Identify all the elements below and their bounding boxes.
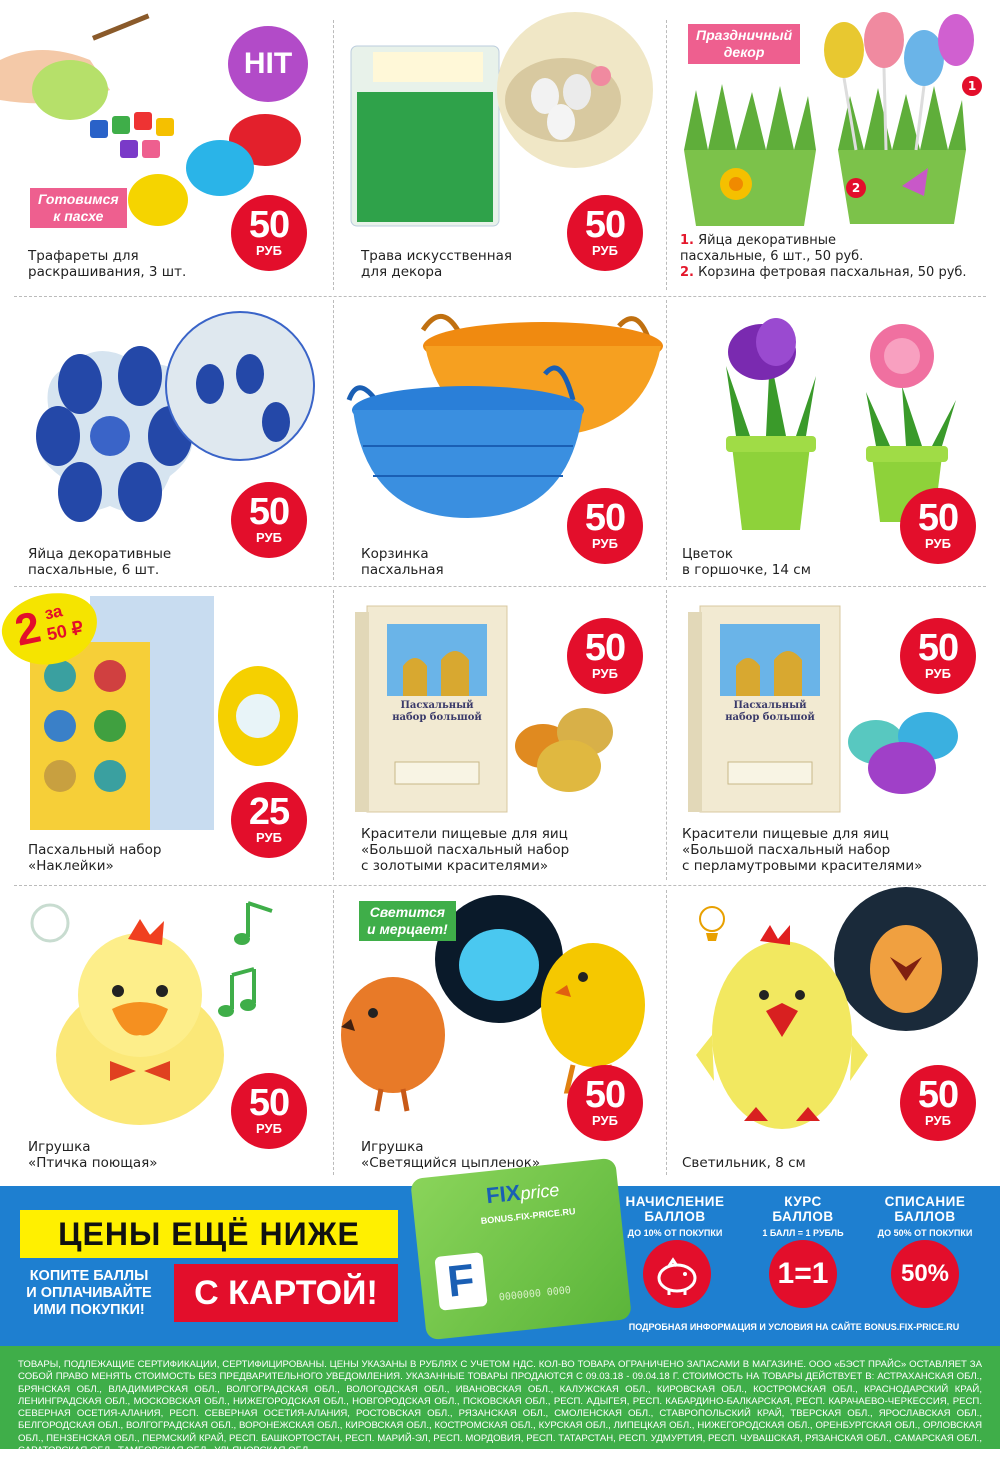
bonus-redeem-symbol: 50% xyxy=(891,1240,959,1308)
price-badge: 50 РУБ xyxy=(231,195,307,271)
card-f-logo: F xyxy=(434,1252,487,1311)
product-card-dye-gold[interactable] xyxy=(333,586,666,881)
caption-dye-pearl: Красители пищевые для яиц «Большой пасхальный набор с перламутровыми красителями» xyxy=(682,826,923,874)
product-card-stencils[interactable] xyxy=(0,0,333,295)
price-badge: 50 РУБ xyxy=(231,482,307,558)
product-card-bird[interactable] xyxy=(0,885,333,1180)
price-badge: 50 РУБ xyxy=(900,618,976,694)
caption-decor: 1. Яйца декоративные пасхальные, 6 шт., 50 руб. 2. Корзина фетровая пасхальная, 50 руб. xyxy=(680,233,967,280)
caption-chick: Игрушка «Светящийся цыпленок» xyxy=(361,1139,541,1171)
caption-flower: Цветок в горшочке, 14 см xyxy=(682,546,811,578)
bonus-accrual: НАЧИСЛЕНИЕ БАЛЛОВ ДО 10% ОТ ПОКУПКИ xyxy=(625,1194,725,1238)
banner-left-text: КОПИТЕ БАЛЛЫ И ОПЛАЧИВАЙТЕ ИМИ ПОКУПКИ! xyxy=(26,1268,152,1318)
price-badge: 50 РУБ xyxy=(567,195,643,271)
product-card-stickers[interactable] xyxy=(0,586,333,881)
box-title: Пасхальный набор большой xyxy=(392,700,482,723)
caption-lamp: Светильник, 8 см xyxy=(682,1155,806,1171)
product-card-grass[interactable] xyxy=(333,0,666,295)
bonus-rate: КУРС БАЛЛОВ 1 БАЛЛ = 1 РУБЛЬ xyxy=(762,1194,844,1238)
price-badge: 50 РУБ xyxy=(567,1065,643,1141)
piggy-bank-icon xyxy=(643,1240,711,1308)
promo-2-for-50: 2 за 50 ₽ xyxy=(0,585,104,673)
caption-basket: Корзинка пасхальная xyxy=(361,546,444,578)
caption-stencils: Трафареты для раскрашивания, 3 шт. xyxy=(28,248,187,280)
fix-price-logo: FIXprice xyxy=(484,1179,561,1209)
caption-bird: Игрушка «Птичка поющая» xyxy=(28,1139,158,1171)
tag-festive-decor: Праздничный декор xyxy=(688,24,800,64)
banner-info: ПОДРОБНАЯ ИНФОРМАЦИЯ И УСЛОВИЯ НА САЙТЕ BONUS.FIX-PRICE.RU xyxy=(628,1322,960,1332)
marker-1: 1 xyxy=(962,76,982,96)
legal-disclaimer: ТОВАРЫ, ПОДЛЕЖАЩИЕ СЕРТИФИКАЦИИ, СЕРТИФИЦИРОВАНЫ. ЦЕНЫ УКАЗАНЫ В РУБЛЯХ С УЧЕТОМ НДС. КОЛ-ВО ТОВАРА ОГРАНИЧЕНО ЗАПАСАМИ В МАГАЗИНЕ. ООО «БЭСТ ПРАЙС» ОСТАВЛЯЕТ ЗА СОБОЙ ПРАВО МЕНЯТЬ СТОИМОСТЬ БЕЗ ПРЕДВАРИТЕЛЬНОГО УВЕДОМЛЕНИЯ. УКАЗАННЫЕ ТОВАРЫ ПРОДАЮТСЯ С 09.03.18 - 09.04.18 Г. СТОИМОСТЬ НА ТОВАРЫ ДЕЙСТВУЕТ В: АСТРАХАНСКАЯ ОБЛ., БРЯНСКАЯ ОБЛ., ВЛАДИМИРСКАЯ ОБЛ., ВОЛГОГРАДСКАЯ ОБЛ., ВОЛОГОДСКАЯ ОБЛ., ИВАНОВСКАЯ ОБЛ., КАЛУЖСКАЯ ОБЛ., КИРОВСКАЯ ОБЛ., КОСТРОМСКАЯ ОБЛ., КРАСНОДАРСКИЙ КРАЙ, ЛЕНИНГРАДСКАЯ ОБЛ., МОСКОВСКАЯ ОБЛ., НИЖЕГОРОДСКАЯ ОБЛ., НОВГОРОДСКАЯ ОБЛ., ПСКОВСКАЯ ОБЛ., РЕСП. АДЫГЕЯ, РЕСП. КАБАРДИНО-БАЛКАРСКАЯ, РЕСП. КАРАЧАЕВО-ЧЕРКЕССИЯ, РЕСП. СЕВЕРНАЯ ОСЕТИЯ-АЛАНИЯ, РЕСП. СЕВЕРНАЯ ОСЕТИЯ-АЛАНИЯ, РОСТОВСКАЯ ОБЛ., РЯЗАНСКАЯ ОБЛ., СМОЛЕНСКАЯ ОБЛ., СТАВРОПОЛЬСКИЙ КРАЙ, ТВЕРСКАЯ ОБЛ., ЯРОСЛАВСКАЯ ОБЛ., БЕЛГОРОДСКАЯ ОБЛ., ВОЛГОГРАДСКАЯ ОБЛ., ВОРОНЕЖСКАЯ ОБЛ., КИРОВСКАЯ ОБЛ., КОСТРОМСКАЯ ОБЛ., КУРСКАЯ ОБЛ., ЛИПЕЦКАЯ ОБЛ., НИЖЕГОРОДСКАЯ ОБЛ., ОРЕНБУРГСКАЯ ОБЛ., ОРЛОВСКАЯ ОБЛ., ПЕНЗЕНСКАЯ ОБЛ., ПЕРМСКИЙ КРАЙ, РЕСП. БАШКОРТОСТАН, РЕСП. МАРИЙ-ЭЛ, РЕСП. МОРДОВИЯ, РЕСП. ТАТАРСТАН, РЕСП. УДМУРТИЯ, РЕСП. ЧУВАШСКАЯ, РЯЗАНСКАЯ ОБЛ., САМАРСКАЯ ОБЛ., САРАТОВСКАЯ ОБЛ., ТАМБОВСКАЯ ОБЛ., УЛЬЯНОВСКАЯ ОБЛ. xyxy=(0,1346,1000,1449)
price-badge: 50 РУБ xyxy=(567,618,643,694)
product-card-decor[interactable] xyxy=(666,0,999,295)
product-card-flower[interactable] xyxy=(666,296,999,591)
loyalty-card xyxy=(410,1158,632,1341)
caption-grass: Трава искусственная для декора xyxy=(361,248,512,280)
card-number: 0000000 0000 xyxy=(498,1285,572,1304)
price-badge: 50 РУБ xyxy=(900,1065,976,1141)
product-card-chick[interactable] xyxy=(333,885,666,1180)
product-card-basket[interactable] xyxy=(333,296,666,591)
bonus-redeem: СПИСАНИЕ БАЛЛОВ ДО 50% ОТ ПОКУПКИ xyxy=(877,1194,973,1238)
caption-dye-gold: Красители пищевые для яиц «Большой пасхальный набор с золотыми красителями» xyxy=(361,826,570,874)
product-card-eggs[interactable] xyxy=(0,296,333,591)
box-title: Пасхальный набор большой xyxy=(725,700,815,723)
caption-stickers: Пасхальный набор «Наклейки» xyxy=(28,842,162,874)
tag-prepare-easter: Готовимся к пасхе xyxy=(30,188,127,228)
price-badge: 50 РУБ xyxy=(900,488,976,564)
marker-2: 2 xyxy=(846,178,866,198)
bonus-rate-symbol: 1=1 xyxy=(769,1240,837,1308)
product-card-dye-pearl[interactable] xyxy=(666,586,999,881)
banner-headline: ЦЕНЫ ЕЩЁ НИЖЕ xyxy=(20,1210,398,1258)
banner-subline: С КАРТОЙ! xyxy=(174,1264,398,1322)
price-badge: 25 РУБ xyxy=(231,782,307,858)
price-badge: 50 РУБ xyxy=(231,1073,307,1149)
card-url: BONUS.FIX-PRICE.RU xyxy=(480,1206,576,1227)
hit-badge: HIT xyxy=(228,26,308,102)
product-card-lamp[interactable] xyxy=(666,885,999,1180)
tag-glows-twinkles: Светится и мерцает! xyxy=(359,901,456,941)
caption-eggs: Яйца декоративные пасхальные, 6 шт. xyxy=(28,546,172,578)
price-badge: 50 РУБ xyxy=(567,488,643,564)
